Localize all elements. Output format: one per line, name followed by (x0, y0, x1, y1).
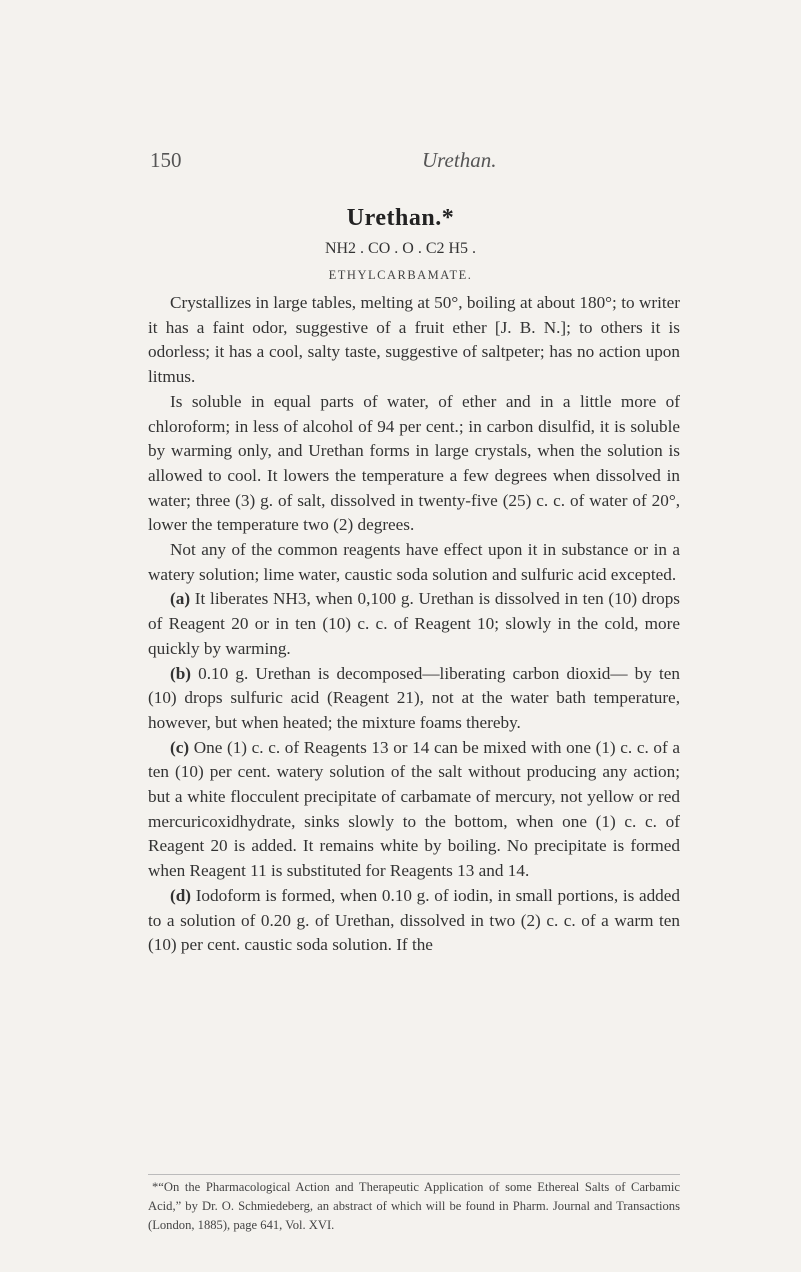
section-title: Urethan.* (346, 205, 455, 231)
paragraph-label: (a) (170, 589, 191, 609)
paragraph-text: Not any of the common reagents have effect upon it in substance or in a watery solution; lime water, caustic soda solution and sulfuric acid excepted. (148, 540, 680, 584)
paragraph-text: It liberates NH3, when 0,100 g. Urethan is dissolved in ten (10) drops of Reagent 20 or in ten (10) c. c. of Reagent 10; slowly in the cold, more quickly by warming. (148, 589, 680, 658)
paragraph-text: One (1) c. c. of Reagents 13 or 14 can be mixed with one (1) c. c. of a ten (10) per cent. watery solution of the salt without producing any action; but a white flocculent precipitate of carbamate of mercury, not yellow or red mercuricoxidhydrate, sinks slowly to the bottom, when one (1) c. c. of Reagent 20 is added. It remains white by boiling. No precipitate is formed when Reagent 11 is substituted for Reagents 13 and 14. (148, 737, 680, 881)
section-subtitle: ETHYLCARBAMATE. (328, 268, 473, 282)
body-text (148, 291, 680, 958)
paragraph (148, 736, 680, 884)
paragraph-text: Crystallizes in large tables, melting at 50°, boiling at about 180°; to writer it has a faint odor, suggestive of a fruit ether [J. B. N.]; to others it is odorless; it has a cool, salty taste, suggestive of saltpeter; has no action upon litmus. (148, 293, 680, 387)
footnote-divider (148, 1174, 680, 1175)
footnote: *“On the Pharmacological Action and Therapeutic Application of some Ethereal Salts of Carbamic Acid,” by Dr. O. Schmiedeberg, an abstract of which will be found in Pharm. Journal and Transactions (London, 1885), page 641, Vol. XVI. (148, 1180, 680, 1232)
paragraph-label: (d) (170, 885, 192, 905)
paragraph (148, 587, 680, 661)
page-number: 150 (150, 148, 182, 172)
paragraph-label: (b) (170, 663, 192, 683)
page-header (150, 148, 670, 178)
paragraph (148, 662, 680, 736)
paragraph (148, 538, 680, 587)
paragraph (148, 390, 680, 538)
running-title: Urethan. (422, 148, 497, 172)
chemical-formula: NH2 . CO . O . C2 H5 . (324, 240, 477, 257)
paragraph-text: Is soluble in equal parts of water, of ether and in a little more of chloroform; in less of alcohol of 94 per cent.; in carbon disulfid, it is soluble by warming only, and Urethan forms in large crystals, when the solution is allowed to cool. It lowers the temperature a few degrees when dissolved in water; three (3) g. of salt, dissolved in twenty-five (25) c. c. of water of 20°, lower the temperature two (2) degrees. (148, 391, 680, 535)
paragraph (148, 884, 680, 958)
paragraph-text: Iodoform is formed, when 0.10 g. of iodin, in small portions, is added to a solution of 0.20 g. of Urethan, dissolved in two (2) c. c. of a warm ten (10) per cent. caustic soda solution. If the (148, 885, 680, 955)
paragraph-label: (c) (170, 737, 190, 757)
paragraph (148, 291, 680, 390)
paragraph-text: 0.10 g. Urethan is decomposed—liberating carbon dioxid— by ten (10) drops sulfuric acid (Reagent 21), not at the water bath temperature, however, but when heated; the mixture foams thereby. (148, 663, 680, 732)
